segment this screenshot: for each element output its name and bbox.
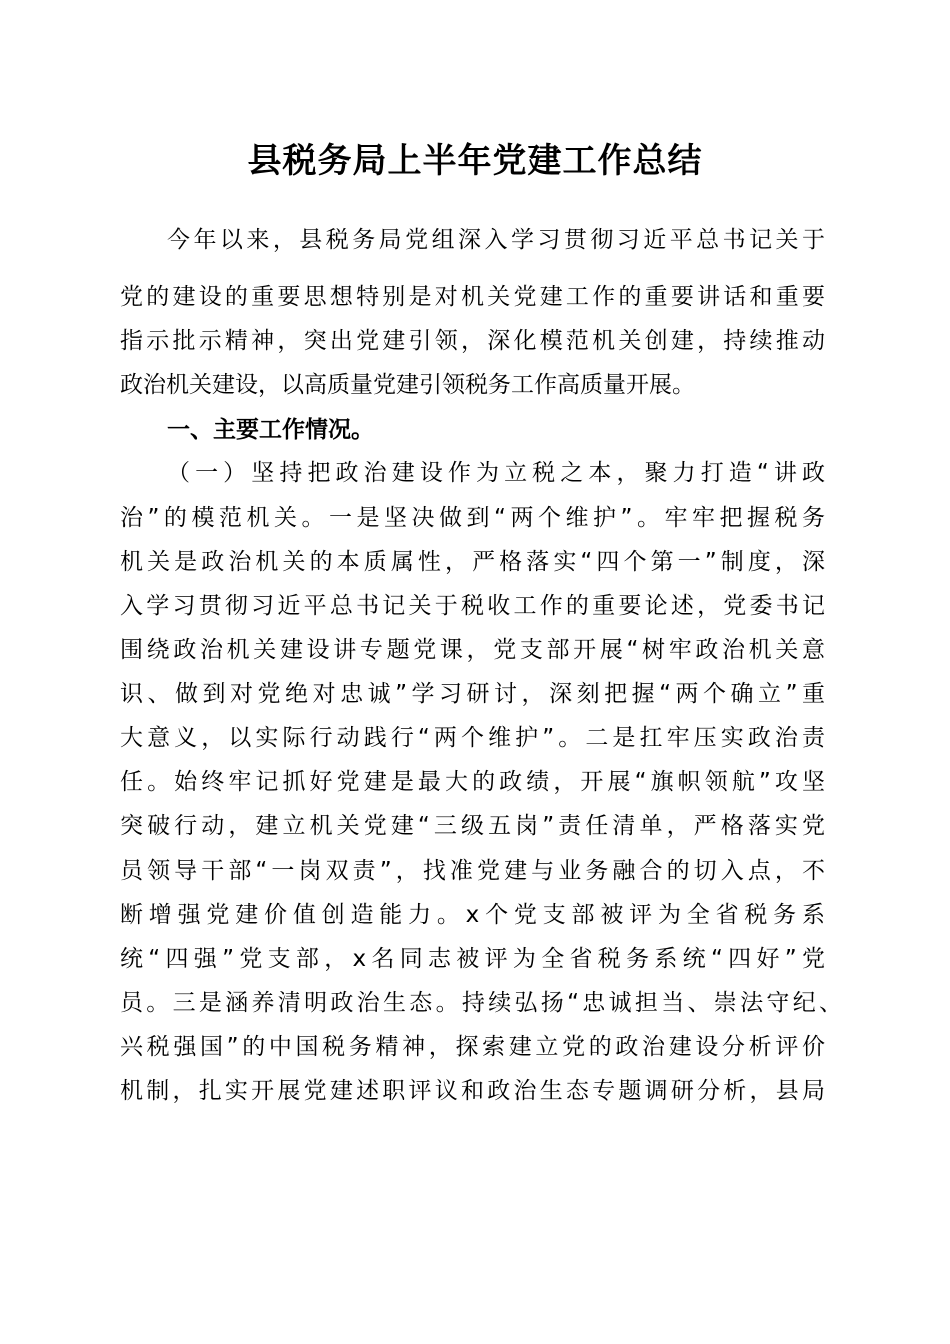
paragraph-line: 党的建设的重要思想特别是对机关党建工作的重要讲话和重要 [120, 284, 825, 310]
section-heading: 一、主要工作情况。 [167, 417, 374, 443]
paragraph-line: 入学习贯彻习近平总书记关于税收工作的重要论述，党委书记 [120, 593, 825, 619]
paragraph-line: 机关是政治机关的本质属性，严格落实“四个第一”制度，深 [120, 549, 825, 575]
paragraph-line: 围绕政治机关建设讲专题党课，党支部开展“树牢政治机关意 [120, 637, 825, 663]
document-title: 县税务局上半年党建工作总结 [247, 141, 703, 181]
paragraph-line: 指示批示精神，突出党建引领，深化模范机关创建，持续推动 [120, 328, 825, 354]
paragraph-line: 识、做到对党绝对忠诚”学习研讨，深刻把握“两个确立”重 [120, 681, 825, 707]
paragraph-line: 大意义，以实际行动践行“两个维护”。二是扛牢压实政治责 [120, 725, 825, 751]
paragraph-line: 今年以来，县税务局党组深入学习贯彻习近平总书记关于 [167, 227, 825, 253]
paragraph-line: 员领导干部“一岗双责”，找准党建与业务融合的切入点，不 [120, 858, 825, 884]
paragraph-line: 任。始终牢记抓好党建是最大的政绩，开展“旗帜领航”攻坚 [120, 769, 825, 795]
paragraph-line: 断增强党建价值创造能力。x个党支部被评为全省税务系 [120, 902, 825, 928]
paragraph-line: 机制，扎实开展党建述职评议和政治生态专题调研分析，县局 [120, 1078, 825, 1104]
paragraph-line: 政治机关建设，以高质量党建引领税务工作高质量开展。 [120, 372, 695, 398]
paragraph-line: 统“四强”党支部，x名同志被评为全省税务系统“四好”党 [120, 946, 825, 972]
paragraph-line: 兴税强国”的中国税务精神，探索建立党的政治建设分析评价 [120, 1034, 825, 1060]
paragraph-line: 员。三是涵养清明政治生态。持续弘扬“忠诚担当、崇法守纪、 [120, 990, 842, 1016]
paragraph-line: 突破行动，建立机关党建“三级五岗”责任清单，严格落实党 [120, 813, 825, 839]
paragraph-line: （一）坚持把政治建设作为立税之本，聚力打造“讲政 [167, 460, 825, 486]
paragraph-line: 治”的模范机关。一是坚决做到“两个维护”。牢牢把握税务 [120, 505, 825, 531]
